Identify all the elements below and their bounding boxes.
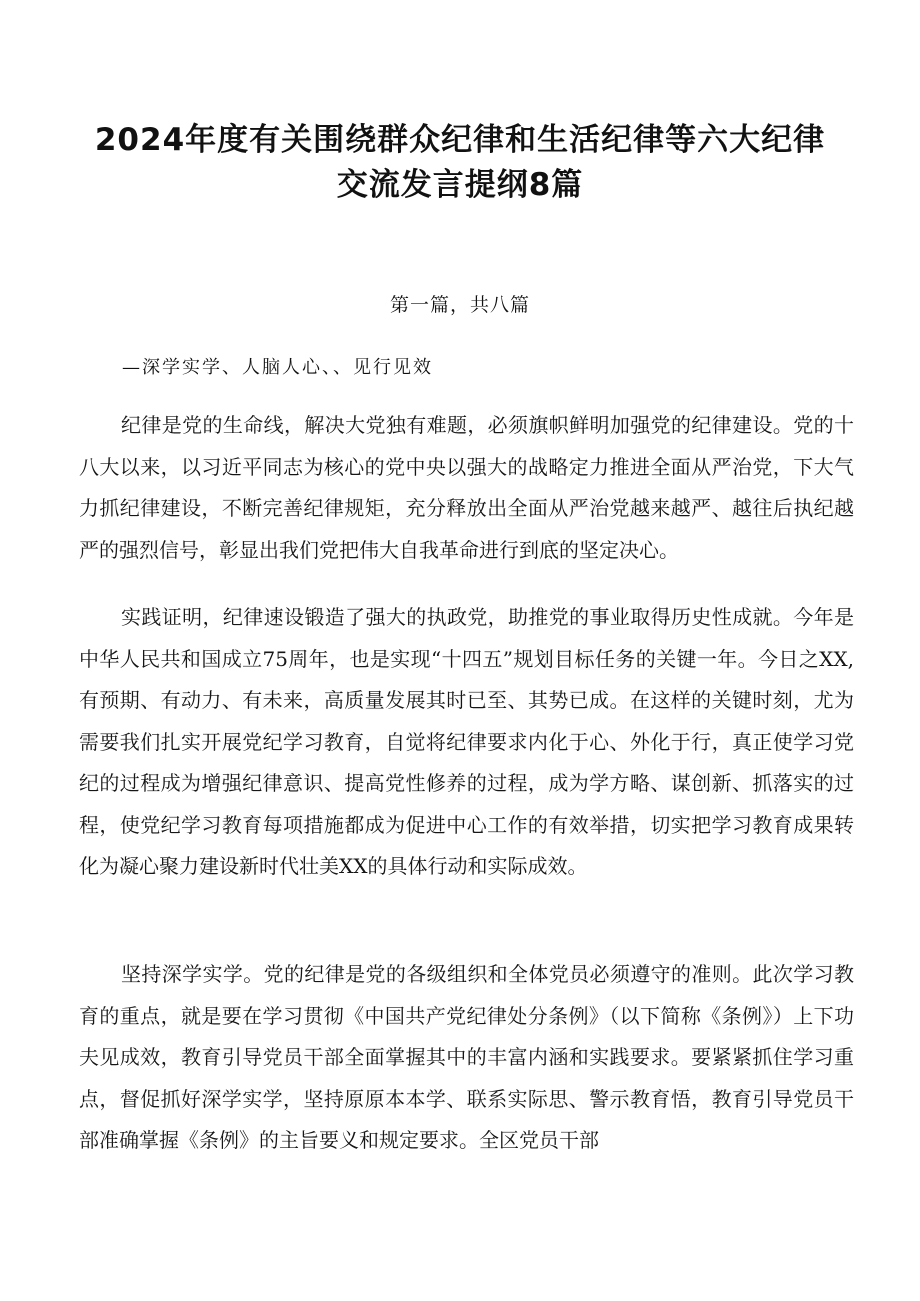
document-title-line-2: 交流发言提纲8篇 [336, 167, 584, 203]
section-tagline: —深学实学、人脑人心、、见行见效 [122, 357, 433, 378]
paragraph-3: 坚持深学实学。党的纪律是党的各级组织和全体党员必须遵守的准则。此次学习教育的重点，就是要在学习贯彻《中国共产党纪律处分条例》（以下简称《条例》）上下功夫见成效，教育引导党员干部全面掌握其中的丰富内涵和实践要求。要紧紧抓住学习重点，督促抓好深学实学，坚持原原本本学、联系实际思、警示教育悟，教育引导党员干部准确掌握《条例》的主旨要义和规定要求。全区党员干部 [79, 962, 854, 1152]
section-heading: 第一篇，共八篇 [389, 294, 530, 316]
paragraph-2: 实践证明，纪律速设锻造了强大的执政党，助推党的事业取得历史性成就。今年是中华人民共和国成立75周年，也是实现“十四五”规划目标任务的关键一年。今日之XX,有预期、有动力、有未来，高质量发展其时已至、其势已成。在这样的关键时刻，尤为需要我们扎实开展党纪学习教育，自觉将纪律要求内化于心、外化于行，真正使学习党纪的过程成为增强纪律意识、提高党性修养的过程，成为学方略、谋创新、抓落实的过程，使党纪学习教育每项措施都成为促进中心工作的有效举措，切实把学习教育成果转化为凝心聚力建设新时代壮美XX的具体行动和实际成效。 [79, 605, 854, 878]
document-title-line-1: 2024年度有关围绕群众纪律和生活纪律等六大纪律 [94, 122, 826, 158]
paragraph-1: 纪律是党的生命线，解决大党独有难题，必须旗帜鲜明加强党的纪律建设。党的十八大以来，以习近平同志为核心的党中央以强大的战略定力推进全面从严治党，下大气力抓纪律建设，不断完善纪律规矩，充分释放出全面从严治党越来越严、越往后执纪越严的强烈信号，彰显出我们党把伟大自我革命进行到底的坚定决心。 [79, 413, 854, 562]
